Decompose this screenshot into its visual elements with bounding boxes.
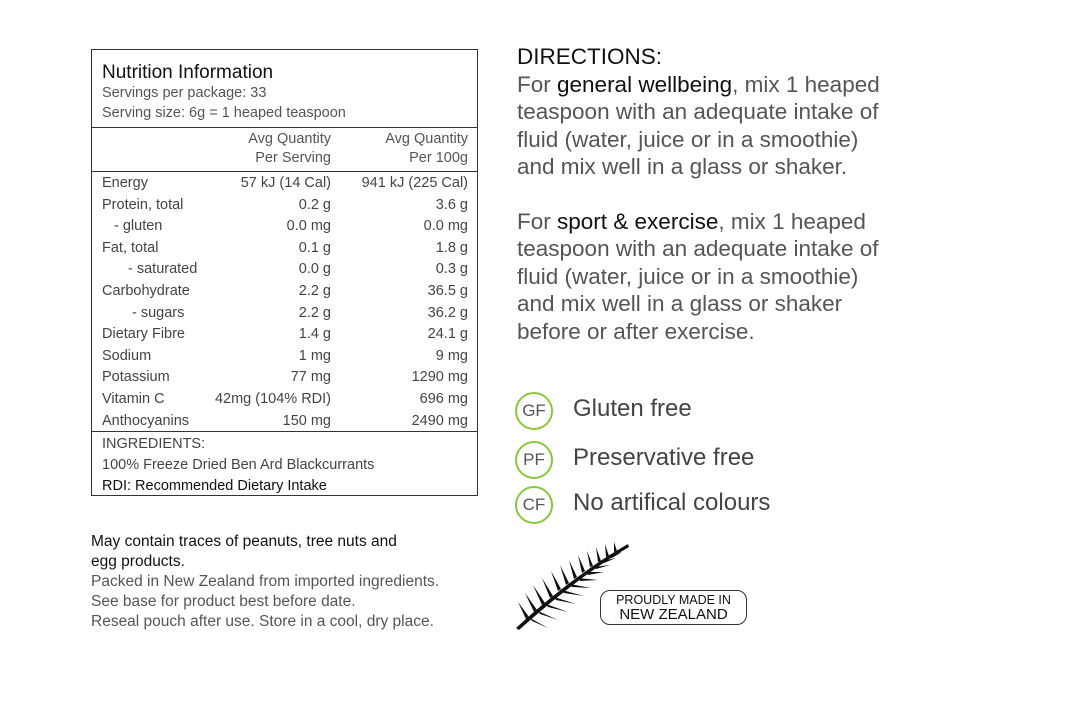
- storage-note: Reseal pouch after use. Store in a cool, dry place.: [91, 613, 434, 630]
- preservative-free-icon: PF: [515, 441, 553, 479]
- column-per-serving: Avg Quantity Per Serving: [248, 131, 331, 166]
- packed-note: Packed in New Zealand from imported ingredients.: [91, 573, 440, 590]
- colour-free-icon: CF: [515, 486, 553, 524]
- gluten-free-label: Gluten free: [573, 395, 692, 422]
- allergen-warning-line2: egg products.: [91, 553, 185, 570]
- nutrition-row: - sugars 2.2 g 36.2 g: [132, 304, 468, 321]
- serving-size: Serving size: 6g = 1 heaped teaspoon: [102, 105, 346, 121]
- nutrition-row: Fat, total 0.1 g 1.8 g: [102, 239, 468, 256]
- allergen-warning-line1: May contain traces of peanuts, tree nuts and: [91, 533, 397, 550]
- nutrition-row: Potassium 77 mg 1290 mg: [102, 369, 468, 386]
- ingredients-heading: INGREDIENTS:: [102, 436, 206, 452]
- nutrition-column-headers: [92, 128, 477, 172]
- sport-emphasis: sport & exercise: [557, 208, 719, 234]
- colour-free-label: No artifical colours: [573, 489, 771, 516]
- made-in-nz-badge: [600, 590, 747, 625]
- gluten-free-icon: GF: [515, 392, 553, 430]
- made-in-label: PROUDLY MADE IN: [616, 593, 731, 607]
- servings-per-package: Servings per package: 33: [102, 85, 267, 101]
- nutrition-row: Energy 57 kJ (14 Cal) 941 kJ (225 Cal): [102, 175, 468, 191]
- wellbeing-emphasis: general wellbeing: [557, 71, 733, 97]
- nutrition-panel: [91, 49, 478, 496]
- directions-title: DIRECTIONS:: [517, 44, 663, 69]
- directions-sport: For sport & exercise, mix 1 heaped teaspoon with an adequate intake of fluid (water, juice or in a smoothie) and mix well in a glass or shaker before or after exercise.: [517, 208, 879, 344]
- column-per-100g: Avg Quantity Per 100g: [385, 131, 468, 166]
- nutrition-row: - gluten 0.0 mg 0.0 mg: [114, 218, 468, 235]
- nutrition-row: Anthocyanins 150 mg 2490 mg: [102, 412, 468, 429]
- nutrition-row: Carbohydrate 2.2 g 36.5 g: [102, 282, 468, 299]
- directions-wellbeing: For general wellbeing, mix 1 heaped teaspoon with an adequate intake of fluid (water, juice or in a smoothie) and mix well in a glass or shaker.: [517, 71, 880, 179]
- nutrition-header: [92, 50, 477, 128]
- nutrition-title: Nutrition Information: [102, 62, 274, 83]
- new-zealand-label: NEW ZEALAND: [619, 606, 728, 623]
- ingredients-block: [92, 432, 477, 497]
- nutrition-row: - saturated 0.0 g 0.3 g: [128, 261, 468, 278]
- nutrition-row: Protein, total 0.2 g 3.6 g: [102, 196, 468, 213]
- directions: [517, 43, 897, 345]
- preservative-free-label: Preservative free: [573, 444, 755, 471]
- nutrition-row: Dietary Fibre 1.4 g 24.1 g: [102, 326, 468, 343]
- nutrition-row: Sodium 1 mg 9 mg: [102, 347, 468, 364]
- ingredients-text: 100% Freeze Dried Ben Ard Blackcurrants: [102, 457, 375, 473]
- nutrition-row: Vitamin C 42mg (104% RDI) 696 mg: [102, 390, 468, 407]
- nutrition-rows: [92, 172, 477, 432]
- rdi-note: RDI: Recommended Dietary Intake: [102, 478, 327, 494]
- best-before-note: See base for product best before date.: [91, 593, 356, 610]
- product-notes: [91, 532, 471, 632]
